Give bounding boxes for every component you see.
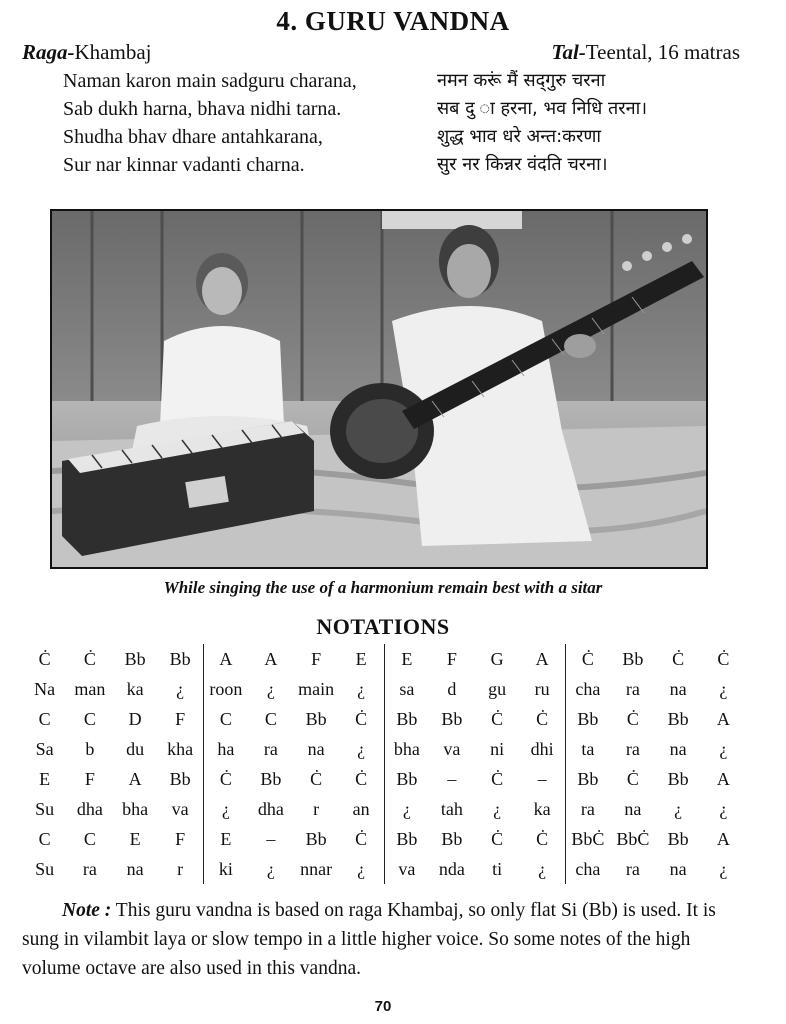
notation-cell: ka xyxy=(126,678,144,699)
notation-cell: ¿ xyxy=(538,858,547,879)
notation-cell: ¿ xyxy=(493,798,502,819)
notation-cell: C xyxy=(38,828,51,849)
notation-lyric-row xyxy=(22,794,746,824)
notation-cell: bha xyxy=(122,798,149,819)
notation-cell: tah xyxy=(440,798,463,819)
notation-cell: D xyxy=(128,708,142,729)
notation-cell: Bb xyxy=(565,704,610,734)
verse-line-hindi: सुर नर किन्नर वंदति चरना। xyxy=(437,154,608,175)
notation-cell: Bb xyxy=(667,828,689,849)
note-label: Note : xyxy=(62,900,112,921)
notation-cell: bha xyxy=(384,734,429,764)
notation-cell: ¿ xyxy=(719,678,728,699)
notation-cell: va xyxy=(443,738,461,759)
notation-cell: F xyxy=(311,648,322,669)
notation-cell: Ċ xyxy=(565,644,610,674)
notation-cell: ¿ xyxy=(176,678,185,699)
verse-line: Sab dukh harna, bhava nidhi tarna. xyxy=(63,98,342,120)
tal-label: Tal- xyxy=(551,40,586,64)
notation-cell: A xyxy=(203,644,248,674)
notation-cell: r xyxy=(313,798,320,819)
notation-cell: kha xyxy=(167,738,194,759)
notation-cell: C xyxy=(83,708,96,729)
notation-table xyxy=(22,644,746,884)
tal-line xyxy=(552,40,740,65)
notation-cell: ¿ xyxy=(719,738,728,759)
raga-line xyxy=(22,40,151,65)
notation-cell: b xyxy=(85,738,95,759)
notation-cell: Bb xyxy=(441,708,463,729)
notation-cell: Bb xyxy=(305,708,327,729)
notation-cell: Ċ xyxy=(203,764,248,794)
notation-cell: an xyxy=(352,798,370,819)
notation-cell: Su xyxy=(35,798,55,819)
notation-cell: Ċ xyxy=(626,708,639,729)
notation-cell: G xyxy=(490,648,504,669)
notation-cell: na xyxy=(307,738,325,759)
notation-cell: – xyxy=(537,768,547,789)
notation-cell: ka xyxy=(533,798,551,819)
notation-cell: main xyxy=(298,678,335,699)
notation-cell: Ċ xyxy=(310,768,323,789)
notation-swara-row xyxy=(22,644,746,674)
raga-label: Raga- xyxy=(22,40,75,64)
notation-lyric-row xyxy=(22,854,746,884)
notation-cell: BbĊ xyxy=(565,824,610,854)
notation-cell: ha xyxy=(203,734,248,764)
notation-cell: Ċ xyxy=(355,708,368,729)
notation-cell: dha xyxy=(76,798,103,819)
notation-cell: ra xyxy=(263,738,278,759)
notation-cell: Ċ xyxy=(626,768,639,789)
notation-cell: F xyxy=(175,708,186,729)
tal-value: Teental, 16 matras xyxy=(585,40,740,64)
notation-cell: ru xyxy=(534,678,550,699)
notation-cell: C xyxy=(83,828,96,849)
notation-cell: ra xyxy=(565,794,610,824)
notation-cell: na xyxy=(669,678,687,699)
notation-cell: ra xyxy=(82,858,97,879)
notation-cell: C xyxy=(203,704,248,734)
note-paragraph xyxy=(22,896,746,983)
notation-cell: ¿ xyxy=(674,798,683,819)
notation-swara-row xyxy=(22,764,746,794)
notation-cell: E xyxy=(203,824,248,854)
notation-cell: Bb xyxy=(384,824,429,854)
notation-cell: Sa xyxy=(35,738,54,759)
notation-cell: Ċ xyxy=(536,708,549,729)
notation-cell: Ċ xyxy=(717,648,730,669)
verse-english xyxy=(63,67,357,179)
notation-cell: Ċ xyxy=(83,648,96,669)
notation-cell: A xyxy=(716,828,730,849)
notation-cell: du xyxy=(126,738,145,759)
notation-cell: va xyxy=(384,854,429,884)
notation-swara-row xyxy=(22,824,746,854)
notation-cell: Ċ xyxy=(491,828,504,849)
notation-cell: A xyxy=(264,648,278,669)
verse-line-hindi: नमन करूं मैं सद्‌गुरु चरना xyxy=(437,70,606,91)
notation-cell: Bb xyxy=(124,648,146,669)
notation-cell: Na xyxy=(34,678,56,699)
notation-cell: E xyxy=(129,828,141,849)
notation-cell: F xyxy=(446,648,457,669)
notation-cell: Bb xyxy=(384,764,429,794)
notation-cell: Bb xyxy=(169,768,191,789)
notation-cell: Bb xyxy=(260,768,282,789)
notation-cell: dha xyxy=(257,798,284,819)
notation-cell: d xyxy=(447,678,457,699)
notation-cell: Ċ xyxy=(355,768,368,789)
notation-cell: ra xyxy=(625,678,640,699)
notation-cell: ¿ xyxy=(719,798,728,819)
verse-line-hindi: शुद्ध भाव धरे अन्त:करणा xyxy=(437,126,602,147)
notation-cell: Bb xyxy=(667,768,689,789)
notation-cell: Bb xyxy=(441,828,463,849)
notation-cell: man xyxy=(74,678,106,699)
photo-harmonium-sitar xyxy=(50,209,708,569)
notation-cell: ¿ xyxy=(357,678,366,699)
notation-cell: ti xyxy=(492,858,503,879)
notation-cell: Ċ xyxy=(536,828,549,849)
notation-cell: A xyxy=(128,768,142,789)
notation-cell: A xyxy=(716,708,730,729)
notation-cell: ki xyxy=(203,854,248,884)
notation-cell: E xyxy=(39,768,51,789)
notation-cell: ni xyxy=(490,738,505,759)
notation-cell: E xyxy=(355,648,367,669)
notation-cell: roon xyxy=(203,674,248,704)
notation-cell: A xyxy=(716,768,730,789)
notation-cell: Ċ xyxy=(355,828,368,849)
notation-cell: Bb xyxy=(305,828,327,849)
photo-caption: While singing the use of a harmonium remain best with a sitar xyxy=(163,578,603,597)
notation-cell: ra xyxy=(625,858,640,879)
page-number: 70 xyxy=(374,998,392,1015)
notation-cell: r xyxy=(177,858,184,879)
notation-lyric-row xyxy=(22,734,746,764)
notation-cell: ¿ xyxy=(384,794,429,824)
notation-lyric-row xyxy=(22,674,746,704)
notation-cell: cha xyxy=(565,674,610,704)
notation-cell: – xyxy=(447,768,457,789)
notation-cell: A xyxy=(535,648,549,669)
notations-heading: NOTATIONS xyxy=(316,614,450,639)
photo-illustration xyxy=(52,211,706,567)
notation-cell: Bb xyxy=(169,648,191,669)
notation-cell: F xyxy=(175,828,186,849)
notation-cell: Ċ xyxy=(672,648,685,669)
notation-cell: na xyxy=(126,858,144,879)
verse-line: Sur nar kinnar vadanti charna. xyxy=(63,154,305,176)
notation-cell: Bb xyxy=(667,708,689,729)
notation-swara-row xyxy=(22,704,746,734)
notation-cell: C xyxy=(38,708,51,729)
verse-line: Shudha bhav dhare antahkarana, xyxy=(63,126,323,148)
notation-cell: ¿ xyxy=(357,858,366,879)
notation-cell: Ċ xyxy=(491,708,504,729)
verse-hindi xyxy=(437,67,647,179)
notation-cell: E xyxy=(384,644,429,674)
notation-cell: C xyxy=(264,708,277,729)
notation-cell: dhi xyxy=(530,738,554,759)
verse-line: Naman karon main sadguru charana, xyxy=(63,70,357,92)
notation-cell: Bb xyxy=(565,764,610,794)
notation-cell: na xyxy=(669,738,687,759)
notation-cell: Ċ xyxy=(38,648,51,669)
page-title: 4. GURU VANDNA xyxy=(276,6,510,36)
notation-cell: nnar xyxy=(300,858,333,879)
note-text: This guru vandna is based on raga Khambaj, so only flat Si (Bb) is used. It is sung in vilambit laya or slow tempo in a little higher voice. So some notes of the high volume octave are also used in this vandna. xyxy=(22,900,716,979)
notation-cell: gu xyxy=(488,678,507,699)
notation-cell: ¿ xyxy=(266,678,275,699)
notation-cell: Ċ xyxy=(491,768,504,789)
notation-cell: va xyxy=(171,798,189,819)
notation-cell: Bb xyxy=(622,648,644,669)
notation-cell: F xyxy=(84,768,95,789)
notation-cell: ¿ xyxy=(266,858,275,879)
notation-cell: ¿ xyxy=(357,738,366,759)
notation-cell: Su xyxy=(35,858,55,879)
notation-cell: ¿ xyxy=(203,794,248,824)
notation-cell: na xyxy=(624,798,642,819)
notation-cell: BbĊ xyxy=(616,828,650,849)
notation-cell: sa xyxy=(384,674,429,704)
notation-cell: Bb xyxy=(384,704,429,734)
notation-cell: ¿ xyxy=(719,858,728,879)
notation-cell: – xyxy=(266,828,276,849)
notation-cell: ra xyxy=(625,738,640,759)
notation-cell: ta xyxy=(565,734,610,764)
raga-value: Khambaj xyxy=(74,40,152,64)
notation-cell: na xyxy=(669,858,687,879)
notation-cell: nda xyxy=(438,858,465,879)
verse-line-hindi: सब दु ा हरना, भव निधि तरना। xyxy=(437,98,648,119)
notation-cell: cha xyxy=(565,854,610,884)
